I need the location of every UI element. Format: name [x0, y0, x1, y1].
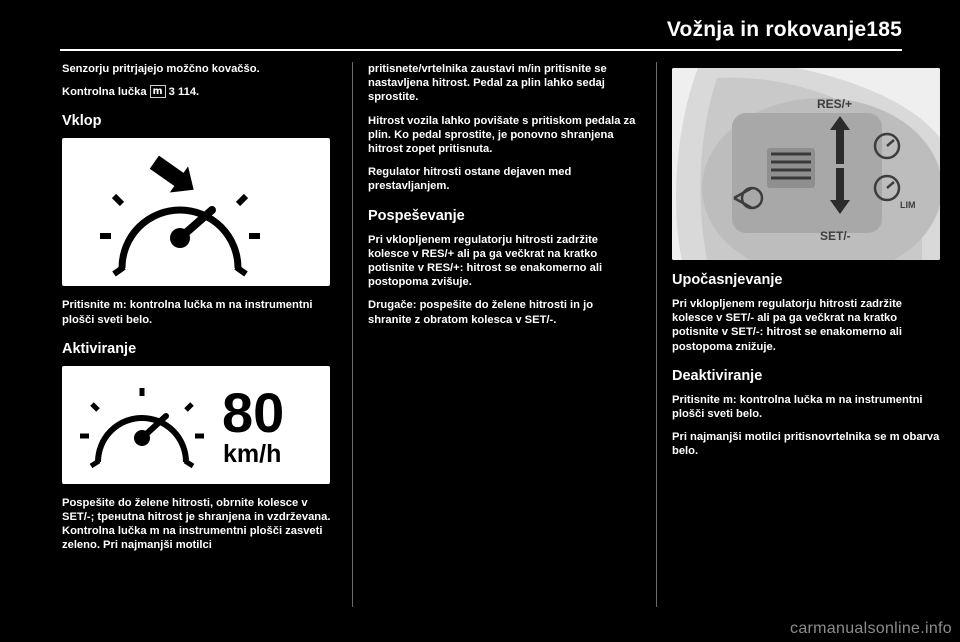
paragraph-accelerate: Pospešite do želene hitrosti, obrnite kolesce v SET/-; tренutna hitrost je shranjena in vzdrževana. Kontrolna lučka m na instrumentni plošči zasveti zeleno. Pri najmanjši motilci — [62, 496, 331, 552]
page-header — [60, 18, 902, 52]
heading-deaktiviranje: Deaktiviranje — [672, 367, 763, 384]
paragraph-set-speed: pritisnete/vrtelnika zaustavi m/in pritisnite se nastavljena hitrost. Pedal za plin lahko sedaj sprostite. — [368, 63, 607, 104]
column-1 — [62, 62, 332, 562]
heading-pospesevanje: Pospeševanje — [368, 207, 465, 224]
column-2 — [368, 62, 638, 336]
paragraph-control-lamp: Kontrolna lučka m 3 114. — [62, 86, 200, 99]
cruise-symbol-icon: m — [150, 85, 166, 98]
column-divider-2 — [656, 62, 657, 607]
heading-aktiviranje: Aktiviranje — [62, 340, 137, 357]
paragraph-accel-alt: Drugače: pospešite do želene hitrosti in jo shranite z obratom kolesca v SET/-. — [368, 299, 594, 326]
paragraph-sensor: Senzorju pritrjajejo možčno kovačšo. — [62, 63, 260, 75]
paragraph-decelerate: Pri vklopljenem regulatorju hitrosti zadržite kolesce v SET/- ali pa ga večkrat na kratko potisnite v SET/-: hitrost se enakomerno ali postopoma znižuje. — [672, 298, 903, 353]
paragraph-increase-speed: Hitrost vozila lahko povišate s pritiskom pedala za plin. Ko pedal sprostite, je ponovno shranjena hitrost zopet pritisnuta. — [368, 114, 636, 156]
watermark: carmanualsonline.info — [790, 620, 952, 637]
heading-vklop: Vklop — [62, 113, 102, 130]
column-3 — [672, 62, 942, 468]
steering-wheel-controls-figure — [672, 68, 940, 260]
paragraph-accel-wheel: Pri vklopljenem regulatorju hitrosti zadržite kolesce v RES/+ ali pa ga večkrat na kratko potisnite v RES/+: hitrost se enakomerno ali postopoma zvišuje. — [368, 233, 603, 289]
column-divider-1 — [352, 62, 353, 607]
cruise-control-gauge-figure — [62, 138, 330, 286]
res-plus-label: RES/+ — [817, 97, 853, 111]
heading-upocasnjevanje: Upočasnjevanje — [672, 272, 783, 288]
page-title: Vožnja in rokovanje185 — [666, 18, 902, 41]
speed-value-text: 80 — [222, 380, 285, 444]
speed-unit-text: km/h — [223, 439, 282, 468]
speed-set-figure — [62, 366, 330, 484]
paragraph-press-on: Pritisnite m: kontrolna lučka m na instrumentni plošči sveti belo. — [62, 299, 313, 326]
set-minus-label: SET/- — [820, 229, 851, 243]
paragraph-deactivate-note: Pri najmanjši motilci pritisnovrtelnika se m obarva belo. — [672, 431, 940, 458]
paragraph-deactivate: Pritisnite m: kontrolna lučka m na instrumentni plošči sveti belo. — [672, 393, 923, 421]
lim-label: LIM — [900, 200, 916, 210]
header-divider — [60, 49, 902, 51]
paragraph-gear-change: Regulator hitrosti ostane dejaven med prestavljanjem. — [368, 166, 572, 193]
